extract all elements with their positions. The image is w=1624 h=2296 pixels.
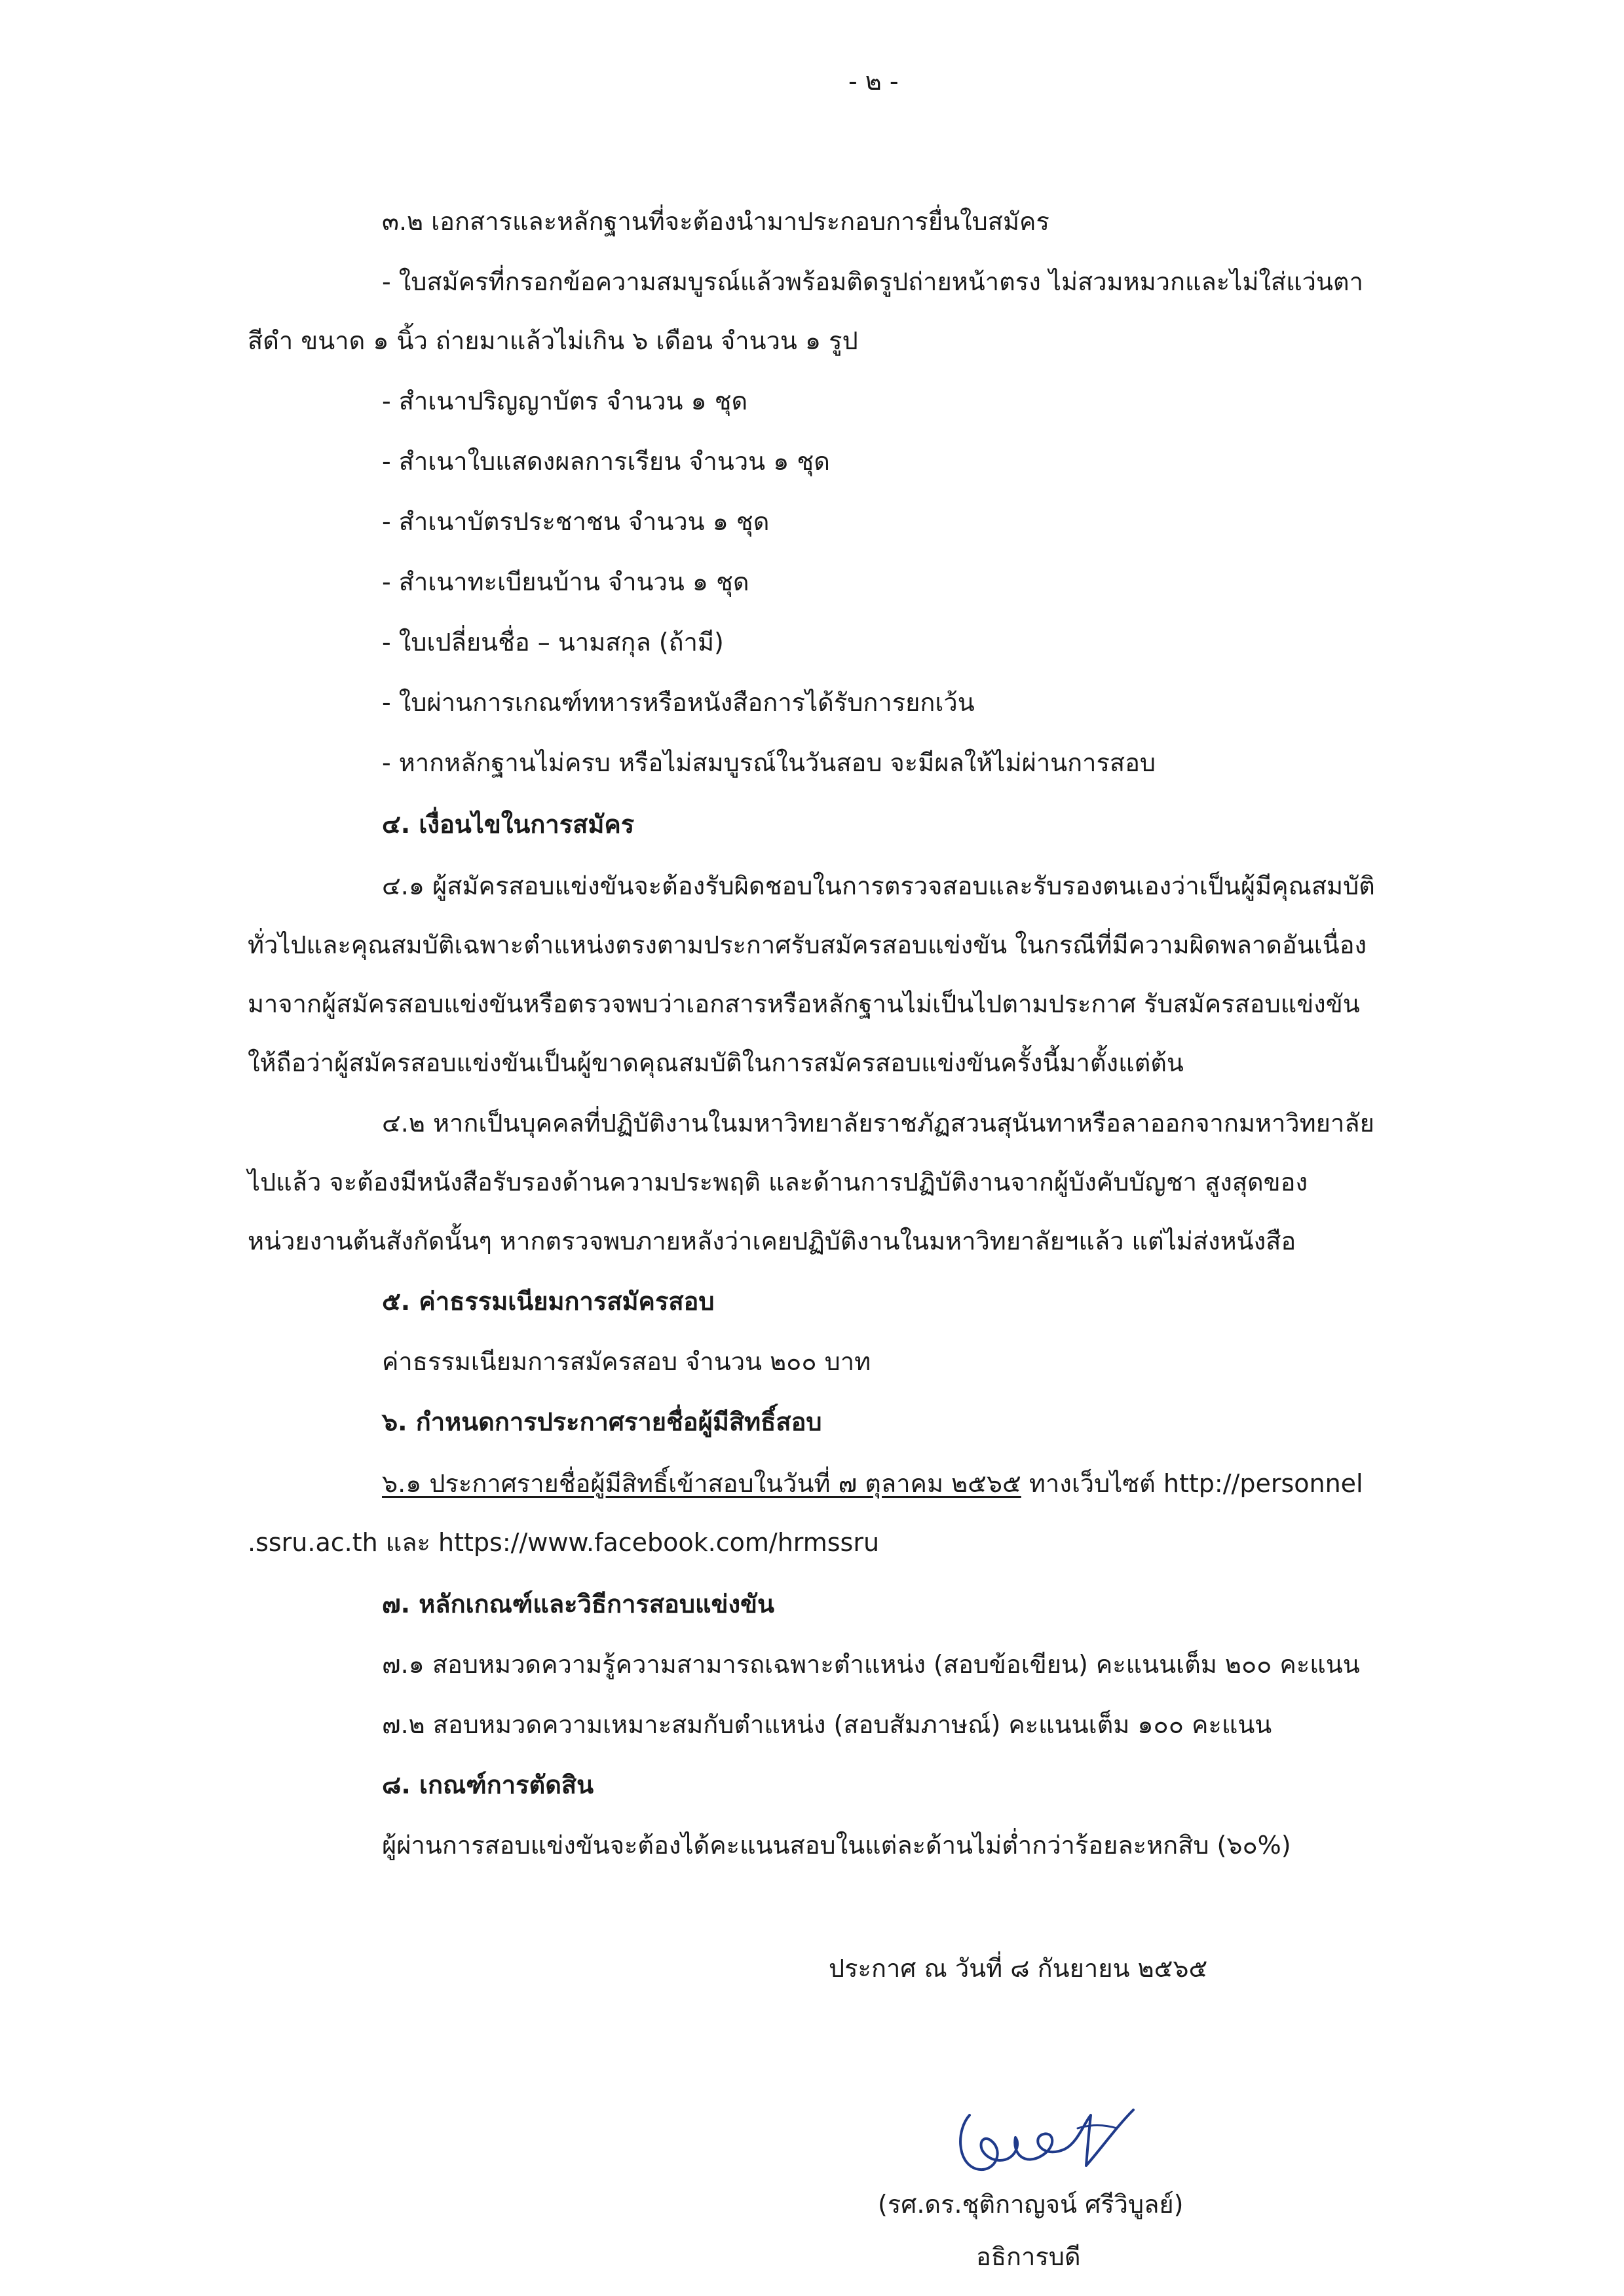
fee-text: ค่าธรรมเนียมการสมัครสอบ จำนวน ๒๐๐ บาท: [382, 1347, 871, 1376]
section-8-heading: ๘. เกณฑ์การตัดสิน: [382, 1770, 594, 1799]
document-item: - ใบเปลี่ยนชื่อ – นามสกุล (ถ้ามี): [382, 628, 724, 657]
document-item: - หากหลักฐานไม่ครบ หรือไม่สมบูรณ์ในวันสอบ จะมีผลให้ไม่ผ่านการสอบ: [382, 748, 1156, 777]
signer-title: อธิการบดี: [976, 2242, 1081, 2271]
section-4-1-line: มาจากผู้สมัครสอบแข่งขันหรือตรวจพบว่าเอกสารหรือหลักฐานไม่เป็นไปตามประกาศ รับสมัครสอบแข่งขัน: [248, 989, 1360, 1018]
section-4-2-line: หน่วยงานต้นสังกัดนั้นๆ หากตรวจพบภายหลังว่าเคยปฏิบัติงานในมหาวิทยาลัยฯแล้ว แต่ไม่ส่งหนังสือ: [248, 1227, 1296, 1255]
announcement-line-2: .ssru.ac.th และ https://www.facebook.com/hrmssru: [248, 1528, 880, 1557]
section-4-2-line: ๔.๒ หากเป็นบุคคลที่ปฏิบัติงานในมหาวิทยาลัยราชภัฏสวนสุนันทาหรือลาออกจากมหาวิทยาลัย: [382, 1109, 1374, 1138]
document-item: - สำเนาบัตรประชาชน จำนวน ๑ ชุด: [382, 507, 770, 536]
exam-criteria-item: ๗.๑ สอบหมวดความรู้ความสามารถเฉพาะตำแหน่ง (สอบข้อเขียน) คะแนนเต็ม ๒๐๐ คะแนน: [382, 1650, 1360, 1679]
section-4-1-line: ทั่วไปและคุณสมบัติเฉพาะตำแหน่งตรงตามประกาศรับสมัครสอบแข่งขัน ในกรณีที่มีความผิดพลาดอันเนื่อง: [248, 930, 1367, 959]
document-item: - สำเนาทะเบียนบ้าน จำนวน ๑ ชุด: [382, 567, 749, 596]
announcement-date-line: ประกาศ ณ วันที่ ๘ กันยายน ๒๕๖๕: [829, 1954, 1208, 1983]
announcement-website: ทางเว็บไซต์ http://personnel: [1021, 1469, 1363, 1498]
judgement-text: ผู้ผ่านการสอบแข่งขันจะต้องได้คะแนนสอบในแต่ละด้านไม่ต่ำกว่าร้อยละหกสิบ (๖๐%): [382, 1831, 1291, 1860]
signer-name: (รศ.ดร.ชุติกาญจน์ ศรีวิบูลย์): [878, 2190, 1184, 2219]
section-6-heading: ๖. กำหนดการประกาศรายชื่อผู้มีสิทธิ์สอบ: [382, 1407, 822, 1436]
signature-image: [943, 2077, 1146, 2189]
section-7-heading: ๗. หลักเกณฑ์และวิธีการสอบแข่งขัน: [382, 1590, 774, 1618]
photo-requirement-line-1: - ใบสมัครที่กรอกข้อความสมบูรณ์แล้วพร้อมติดรูปถ่ายหน้าตรง ไม่สวมหมวกและไม่ใส่แว่นตา: [382, 267, 1363, 296]
section-4-1-line: ๔.๑ ผู้สมัครสอบแข่งขันจะต้องรับผิดชอบในการตรวจสอบและรับรองตนเองว่าเป็นผู้มีคุณสมบัติ: [382, 871, 1375, 900]
section-3-2-heading: ๓.๒ เอกสารและหลักฐานที่จะต้องนำมาประกอบการยื่นใบสมัคร: [382, 207, 1049, 236]
section-5-heading: ๕. ค่าธรรมเนียมการสมัครสอบ: [382, 1287, 715, 1316]
exam-criteria-item: ๗.๒ สอบหมวดความเหมาะสมกับตำแหน่ง (สอบสัมภาษณ์) คะแนนเต็ม ๑๐๐ คะแนน: [382, 1710, 1272, 1739]
announcement-date: ๖.๑ ประกาศรายชื่อผู้มีสิทธิ์เข้าสอบในวันที่ ๗ ตุลาคม ๒๕๖๕: [382, 1469, 1021, 1498]
section-4-1-line: ให้ถือว่าผู้สมัครสอบแข่งขันเป็นผู้ขาดคุณสมบัติในการสมัครสอบแข่งขันครั้งนี้มาตั้งแต่ต้น: [248, 1048, 1184, 1077]
document-item: - สำเนาใบแสดงผลการเรียน จำนวน ๑ ชุด: [382, 447, 830, 476]
section-4-2-line: ไปแล้ว จะต้องมีหนังสือรับรองด้านความประพฤติ และด้านการปฏิบัติงานจากผู้บังคับบัญชา สูงสุดของ: [248, 1168, 1308, 1196]
announcement-line-1: [382, 1468, 1363, 1499]
page-number: - ๒ -: [848, 67, 899, 96]
photo-requirement-line-2: สีดำ ขนาด ๑ นิ้ว ถ่ายมาแล้วไม่เกิน ๖ เดือน จำนวน ๑ รูป: [248, 326, 858, 355]
document-item: - ใบผ่านการเกณฑ์ทหารหรือหนังสือการได้รับการยกเว้น: [382, 688, 975, 717]
section-4-heading: ๔. เงื่อนไขในการสมัคร: [382, 810, 635, 839]
document-item: - สำเนาปริญญาบัตร จำนวน ๑ ชุด: [382, 387, 748, 415]
